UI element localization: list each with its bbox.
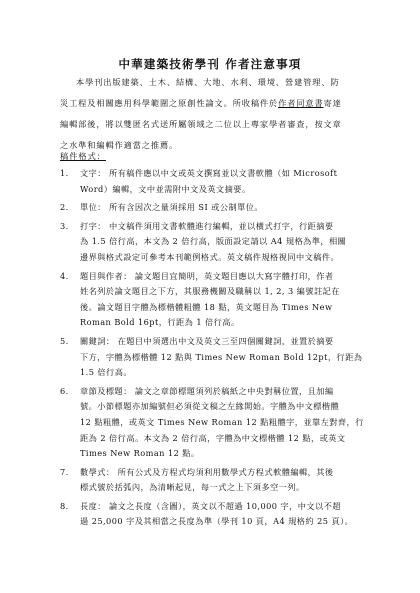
item-number: 2. (60, 202, 69, 213)
list-item (60, 200, 360, 216)
item-line: Times New Roman 12 點。 (80, 448, 200, 459)
item-number: 5. (60, 335, 69, 346)
list-item (60, 269, 360, 331)
item-line: 邊界與格式設定可參考本刊範例格式。英文稿件規格視同中文稿件。 (80, 251, 340, 262)
author-agreement-link[interactable]: 作者同意書 (278, 98, 324, 108)
item-number: 1. (60, 168, 69, 178)
item-line: 單位： 所有含因次之量須採用 SI 或公制單位。 (80, 202, 264, 213)
item-line: 為 1.5 倍行高，本文為 2 倍行高，版面設定請以 A4 規格為準，相關 (80, 236, 347, 247)
item-line: 打字： 中文稿件須用文書軟體進行編輯，並以橫式打字，行距摘要 (80, 220, 334, 231)
item-line: 姓名列於論文題目之下方，其服務機關及職稱以 1, 2, 3 編號註記在 (80, 286, 340, 297)
item-line: 距為 2 倍行高。本文為 2 倍行高，字體為中文標楷體 12 點，或英文 (80, 432, 346, 443)
list-item (60, 219, 360, 266)
item-line: 關鍵詞： 在題目中須選出中文及英文三至四個關鍵詞，並置於摘要 (80, 335, 334, 346)
item-line: 12 點粗體，或英文 Times New Roman 12 點粗體字，並靠左對齊，行 (80, 416, 364, 427)
list-item (60, 334, 363, 381)
document-title: 中華建築技術學刊 作者注意事項 (118, 57, 302, 71)
item-number: 7. (60, 466, 69, 477)
list-item (60, 499, 360, 530)
intro-line-2 (60, 93, 360, 114)
item-line: 號。小節標題亦加編號但必須從文稿之左緣開始。字體為中文標楷體 (80, 401, 340, 412)
list-item (60, 166, 360, 197)
item-line: 文字： 所有稿件應以中文或英文撰寫並以文書軟體（如 Microsoft (80, 168, 338, 178)
list-item (60, 384, 364, 462)
intro-line-2-text: 災工程及相關應用科學範圍之原創性論文。所收稿件於 (60, 98, 279, 108)
item-line: Word）編輯，文中並需附中文及英文摘要。 (80, 183, 251, 194)
intro-line-2-end: 寄達 (323, 98, 342, 108)
item-line: 1.5 倍行高。 (80, 367, 132, 378)
intro-paragraph (60, 72, 360, 156)
item-number: 4. (60, 270, 69, 281)
item-number: 8. (60, 500, 69, 511)
item-line: 數學式： 所有公式及方程式均須利用數學式方程式軟體編輯，其後 (80, 466, 334, 477)
list-item (60, 465, 360, 496)
intro-line-4: 之水準和編輯作適當之推薦。 (60, 140, 179, 150)
item-line: 章節及標題： 論文之章節標題須列於稿紙之中央對稱位置，且加編 (80, 385, 334, 396)
item-line: 長度： 論文之長度（含圖），英文以不超過 10,000 字，中文以不超 (80, 500, 341, 511)
item-number: 6. (60, 385, 69, 396)
item-line: 過 25,000 字及其相當之長度為準（學刊 10 頁，A4 規格約 25 頁）。 (80, 516, 354, 527)
format-heading: 稿件格式： (60, 151, 106, 161)
intro-line-1: 本學刊出版建築、土木、結構、大地、水利、環境、營建管理、防 (76, 77, 340, 87)
format-list (60, 166, 364, 533)
item-line: Roman Bold 16pt，行距為 1 倍行高。 (80, 317, 240, 328)
item-line: 後。論文題目字體為標楷體粗體 18 點，英文題目為 Times New (80, 301, 333, 312)
item-number: 3. (60, 220, 69, 231)
item-line: 題目與作者： 論文題目宜簡明，英文題目應以大寫字體打印，作者 (80, 270, 334, 281)
intro-line-3: 編輯部後，將以雙匿名式送所屬領域之二位以上專家學者審查，按文章 (60, 119, 342, 129)
item-line: 下方，字體為標楷體 12 點與 Times New Roman Bold 12pt，行距為 (80, 351, 363, 362)
item-line: 標式號於括弧內，為清晰起見，每一式之上下須多空一列。 (80, 482, 305, 493)
